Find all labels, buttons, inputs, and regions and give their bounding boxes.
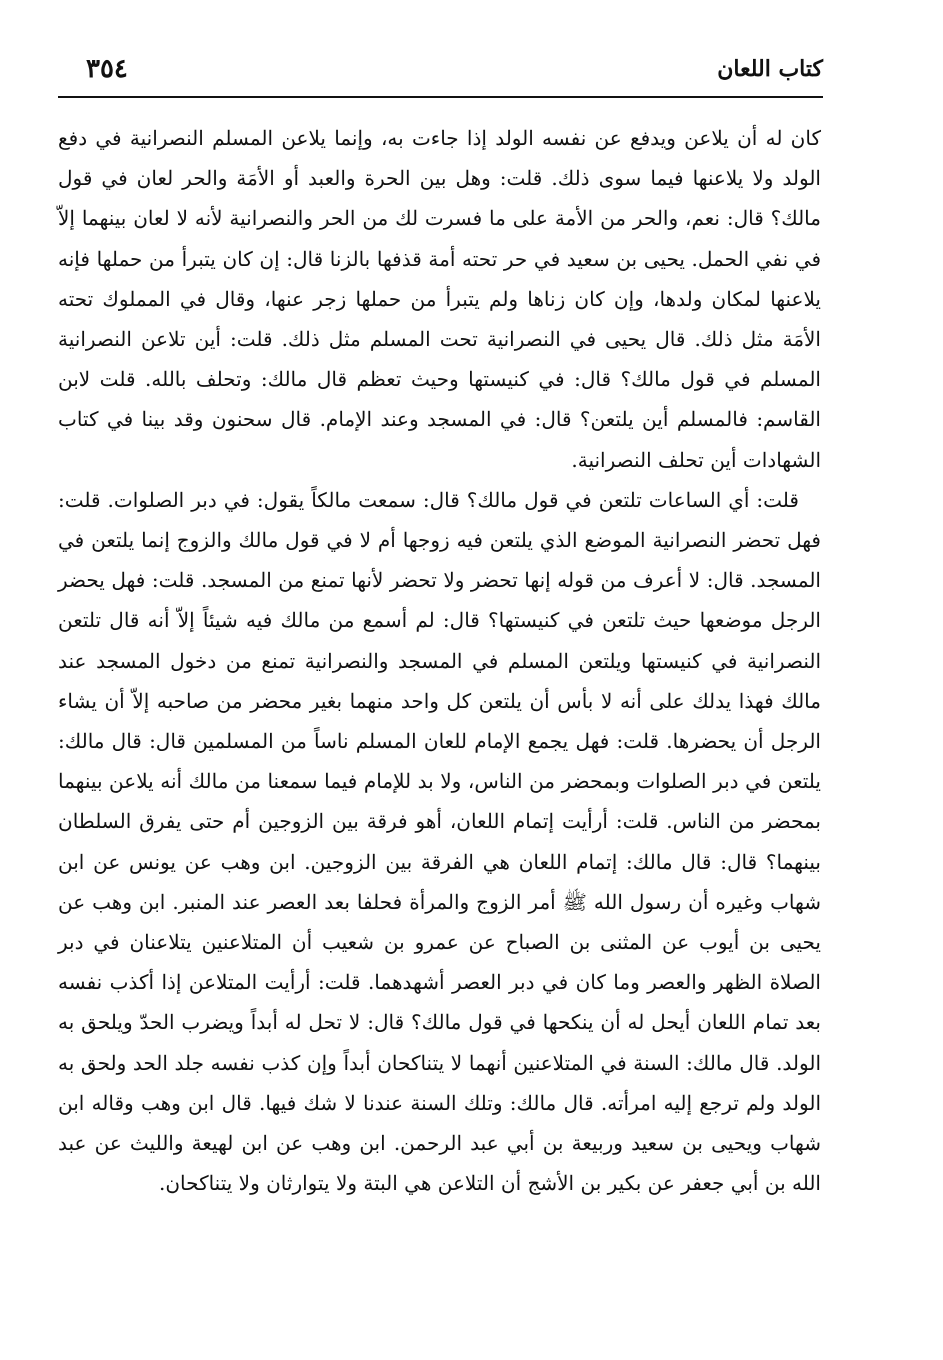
paragraph: قلت: أي الساعات تلتعن في قول مالك؟ قال: سمعت مالكاً يقول: في دبر الصلوات. قلت: فهل تحضر النصرانية الموضع الذي يلتعن فيه زوجها أم لا في قول مالك والزوج إنما يلتعن في المسجد. قال: لا أعرف من قوله إنها تحضر ولا تحضر لأنها تمنع من المسجد. قلت: فهل يحضر الرجل موضعها حيث تلتعن في كنيستها؟ قال: لم أسمع من مالك فيه شيئاً إلاّ أنه قال تلتعن النصرانية في كنيستها ويلتعن المسلم في المسجد والنصرانية تمنع من دخول المسجد عند مالك فهذا يدلك على أنه لا بأس أن يلتعن كل واحد منهما بغير محضر من صاحبه إلاّ أن يشاء الرجل أن يحضرها. قلت: فهل يجمع الإمام للعان المسلم ناساً من المسلمين قال: قال مالك: يلتعن في دبر الصلوات وبمحضر من الناس، ولا بد للإمام فيما سمعنا من مالك أنه يلاعن بينهما بمحضر من الناس. قلت: أرأيت إتمام اللعان، أهو فرقة بين الزوجين أم حتى يفرق السلطان بينهما؟ قال: قال مالك: إتمام اللعان هي الفرقة بين الزوجين. ابن وهب عن يونس عن ابن شهاب وغيره أن رسول الله ﷺ أمر الزوج والمرأة فحلفا بعد العصر عند المنبر. ابن وهب عن يحيى بن أيوب عن المثنى بن الصباح عن عمرو بن شعيب أن المتلاعنين يتلاعنان في دبر الصلاة الظهر والعصر وما كان في دبر العصر أشهدهما. قلت: أرأيت المتلاعن إذا أكذب نفسه بعد تمام اللعان أيحل له أن ينكحها في قول مالك؟ قال: لا تحل له أبداً ويضرب الحدّ ويلحق به الولد. قال مالك: السنة في المتلاعنين أنهما لا يتناكحان أبداً وإن كذب نفسه جلد الحد ولحق به الولد ولم ترجع إليه امرأته. قال مالك: وتلك السنة عندنا لا شك فيها. قال ابن وهب وقاله ابن شهاب ويحيى بن سعيد وربيعة بن أبي عبد الرحمن. ابن وهب عن ابن لهيعة والليث عن عبد الله بن أبي جعفر عن بكير بن الأشج أن التلاعن هي البتة ولا يتوارثان ولا يتناكحان. — [58, 487, 822, 1196]
page-body — [58, 118, 821, 1203]
page-header — [58, 52, 823, 92]
chapter-title: كتاب اللعان — [717, 56, 823, 82]
paragraph: كان له أن يلاعن ويدفع عن نفسه الولد إذا جاءت به، وإنما يلاعن المسلم النصرانية في دفع الولد ولا يلاعنها فيما سوى ذلك. قلت: وهل بين الحرة والعبد أو الأمَة والحر لعان في قول مالك؟ قال: نعم، والحر من الأمة على ما فسرت لك من الحر والنصرانية لأنه لا لعان بينهما إلاّ في نفي الحمل. يحيى بن سعيد في حر تحته أمة قذفها بالزنا قال: إن كان يتبرأ من حملها فإنه يلاعنها لمكان ولدها، وإن كان زناها ولم يتبرأ من حملها زجر عنها، وقال في المملوك تحته الأمَة مثل ذلك. قال يحيى في النصرانية تحت المسلم مثل ذلك. قلت: أين تلاعن النصرانية المسلم في قول مالك؟ قال: في كنيستها وحيث تعظم قال مالك: وتحلف بالله. قلت لابن القاسم: فالمسلم أين يلتعن؟ قال: في المسجد وعند الإمام. قال سحنون وقد بينا في كتاب الشهادات أين تحلف النصرانية. — [58, 126, 821, 472]
header-divider — [58, 96, 823, 98]
page-number: ٣٥٤ — [86, 54, 128, 84]
